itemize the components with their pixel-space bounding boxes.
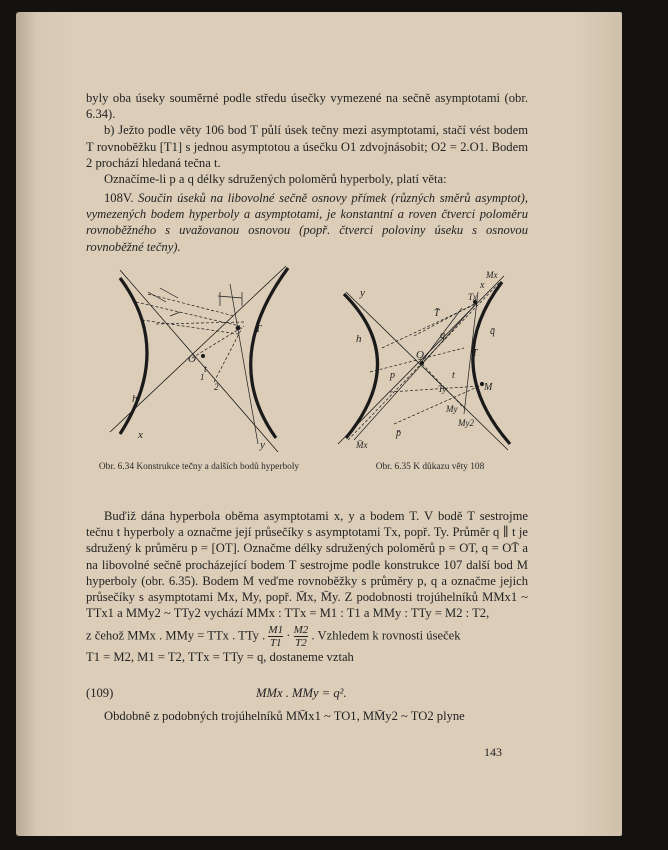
label-Tx: Tx [468, 292, 477, 302]
label-Tbar: T̄ [434, 308, 440, 319]
label-pbar: p̄ [396, 428, 401, 439]
hyperbola-left-branch [120, 278, 147, 434]
label-t: t [204, 364, 207, 375]
label-M: M [484, 382, 493, 393]
label-My2: My2 [458, 418, 474, 428]
label-qbar: q̄ [490, 326, 495, 337]
last-text-block [86, 708, 528, 724]
label-My: My [446, 404, 458, 414]
label-O2: O [416, 349, 424, 361]
label-Ty: Ty [438, 384, 447, 394]
theorem-108 [86, 190, 528, 255]
label-h2: h [356, 333, 362, 345]
paragraph-b: b) Ježto podle věty 106 bod T půlí úsek tečny mezi asymptotami, stačí vést bodem T rovnoběžku [T1] s jednou asymptotou a úsečku O1 zdvojnásobit; O2 = 2.O1. Bodem 2 prochází hledaná tečna t. [86, 123, 528, 170]
paragraph-equality-lead: T1 = M2, M1 = T2, TTx = TTy = q, dostaneme vztah [86, 650, 354, 665]
label-t2: t [452, 370, 455, 381]
hyperbola-left-branch2 [344, 294, 378, 438]
fraction-m2-t2: $\frac{M2}{T2}$ [293, 624, 309, 650]
page-number: 143 [484, 745, 502, 759]
theorem-text: Součin úseků na libovolné sečně osnovy přímek (různých směrů asymptot), vymezených bodem hyperboly a asymptotami, je konstantní a roven čtverci poloměru rovnoběžného s uvažovanou osnovou (popř. čtverci poloviny úseku s osnovou rovnoběžné tečny). [86, 191, 528, 254]
caption-6-35: Obr. 6.35 K důkazu věty 108 [375, 462, 485, 472]
label-2: 2 [214, 382, 219, 392]
label-y2: y [360, 287, 365, 299]
label-q: q [440, 330, 445, 341]
top-text-block [86, 90, 528, 187]
paragraph-proof: Buďiž dána hyperbola oběma asymptotami x, y a bodem T. V bodě T sestrojme tečnu t hyperboly a označme její průsečíky s asymptotami Tx, popř. Ty. Průměr q ∥ t je sdružený k průměru p = [OT]. Označme délky sdružených poloměrů p = OT, q = OT̄ a na libovolné sečně procházející bodem T sestrojme podle konstrukce 107 další bod M hyperboly (obr. 6.35). Bodem M veďme rovnoběžky s průměry p, q a označme jejich průsečíky s asymptotami Mx, My, popř. M̄x, M̄y. Z podobnosti trojúhelníků MMx1 ~ TTx1 a MMy2 ~ TTy2 vychází MMx : TTx = M1 : T1 a MMy : TTy = M2 : T2, [86, 509, 528, 621]
paragraph-fraction-line: z čehož MMx . MMy = TTx . TTy . $\frac{M1}{T1}$ · $\frac{M2}{T2}$ . Vzhledem k rovnosti úseček [86, 624, 461, 650]
equation-formula: MMx . MMy = q². [256, 686, 347, 700]
fraction-m1-t1: $\frac{M1}{T1}$ [268, 624, 284, 650]
tangent-t [230, 284, 258, 444]
paragraph-last: Obdobně z podobných trojúhelníků MM̄x1 ~ TO1, MM̄y2 ~ TO2 plyne [104, 709, 465, 723]
theorem-number: 108V. [104, 191, 134, 205]
label-T: T [255, 323, 262, 335]
paragraph-conjugate-radii: Označíme-li p a q délky sdružených poloměrů hyperboly, platí věta: [104, 172, 447, 187]
hyperbola-right-branch2 [473, 282, 510, 444]
equation-109 [86, 686, 528, 704]
label-1: 1 [200, 372, 205, 382]
label-y: y [260, 439, 265, 451]
label-p: p [390, 370, 395, 381]
label-x: x [138, 429, 143, 441]
figure-6-34 [108, 262, 308, 457]
label-x2: x [480, 280, 485, 291]
label-O: O [188, 353, 196, 365]
label-h: h [132, 393, 138, 405]
caption-6-34: Obr. 6.34 Konstrukce tečny a dalších bodů hyperboly [98, 462, 300, 472]
label-T2: T [472, 348, 478, 359]
main-text-block [86, 508, 528, 666]
paragraph-continuation: byly oba úseky souměrné podle středu úsečky vymezené na sečně asymptotami (obr. 6.34). [86, 91, 528, 122]
label-Mx: Mx [486, 270, 498, 280]
label-Mxbar: M̄x [356, 440, 368, 450]
figure-6-35 [334, 264, 524, 456]
equation-tag: (109) [86, 686, 114, 700]
